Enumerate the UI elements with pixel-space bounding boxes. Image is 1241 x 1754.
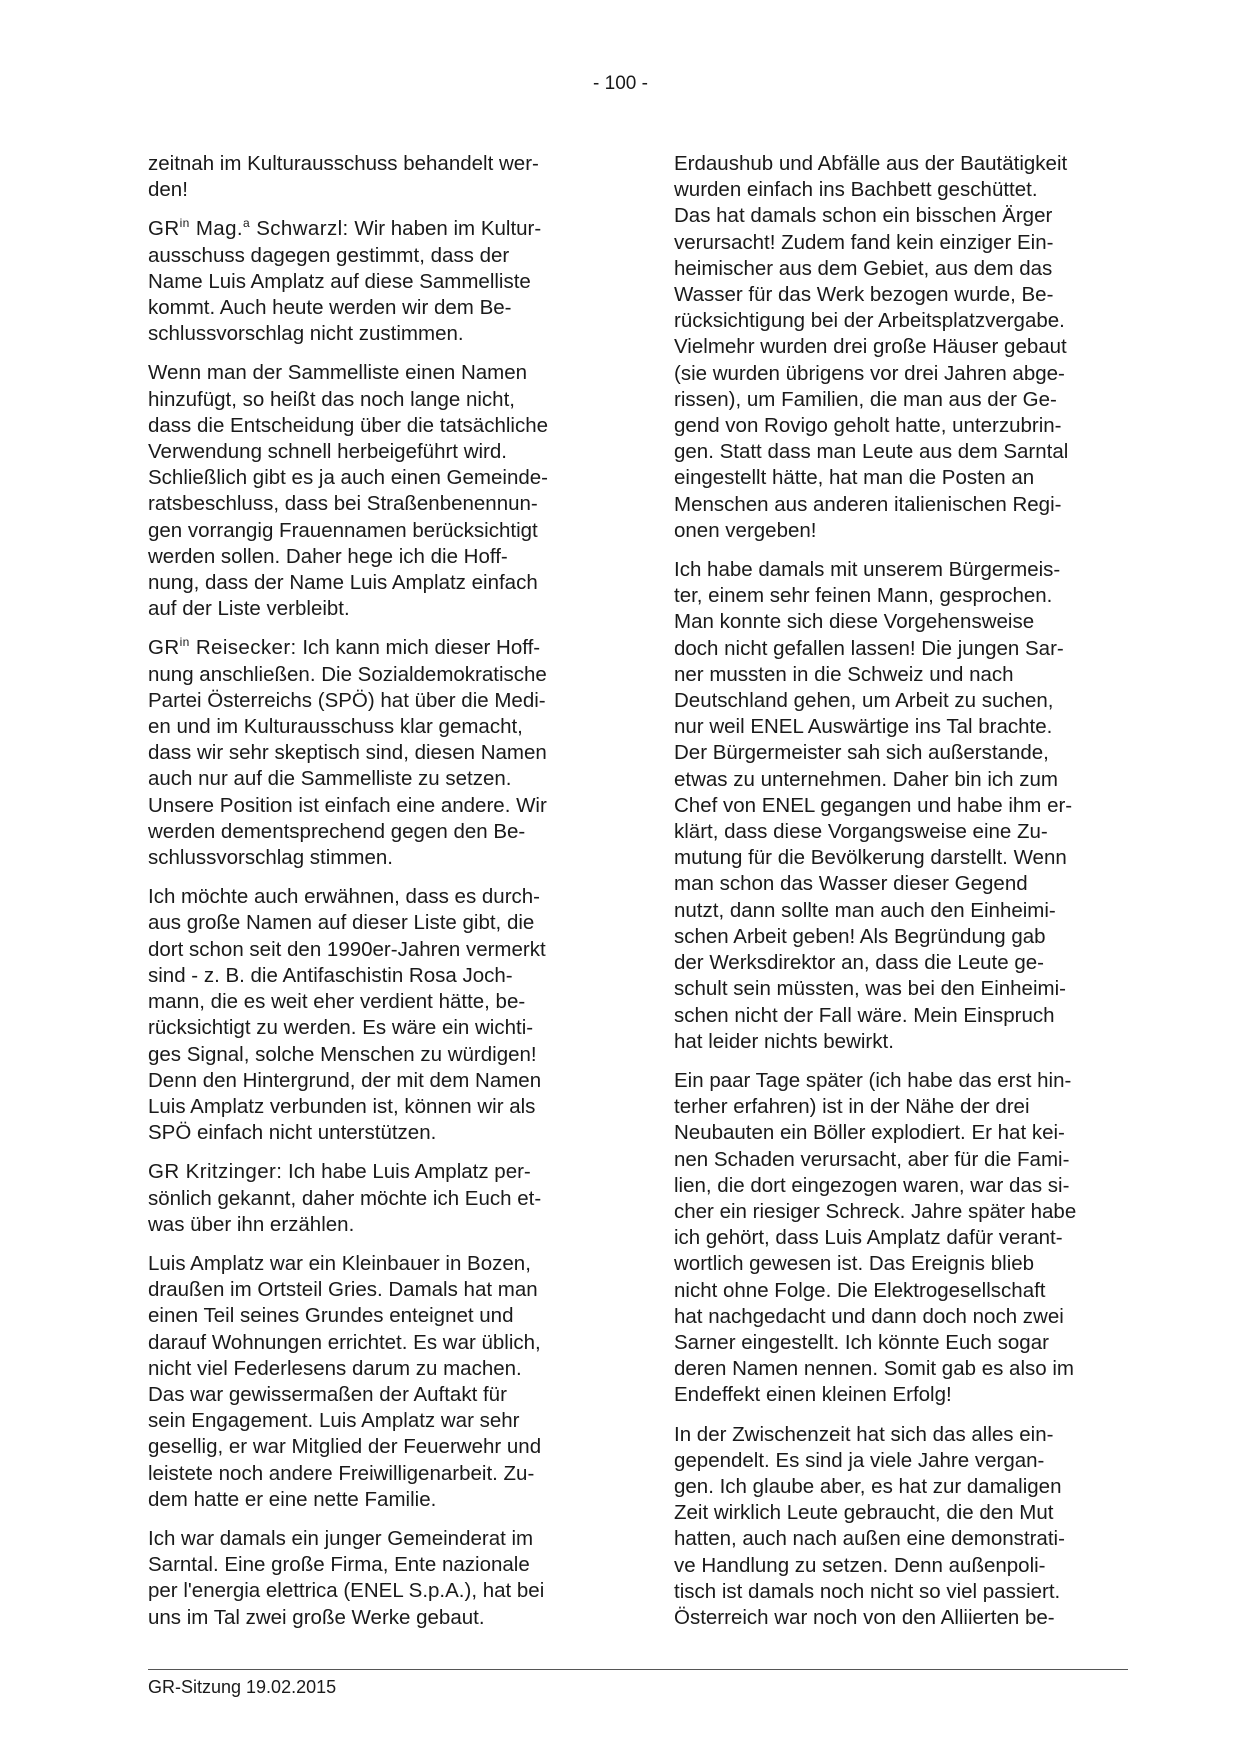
footer-divider bbox=[148, 1669, 1128, 1670]
text-line: Menschen aus anderen italienischen Regi- bbox=[674, 492, 1062, 516]
text-line: Name Luis Amplatz auf diese Sammelliste bbox=[148, 269, 531, 293]
text-line: der Werksdirektor an, dass die Leute ge- bbox=[674, 951, 1044, 975]
text-line: ner mussten in die Schweiz und nach bbox=[674, 662, 1014, 686]
speaker-role: GR bbox=[148, 217, 180, 241]
speaker-role-suffix: in bbox=[179, 635, 190, 650]
text-line: Ich möchte auch erwähnen, dass es durch- bbox=[148, 885, 540, 909]
speaker-paragraph bbox=[148, 635, 603, 871]
text-line: rissen), um Familien, die man aus der Ge- bbox=[674, 387, 1057, 411]
text-line: darauf Wohnungen errichtet. Es war üblich, bbox=[148, 1330, 541, 1354]
text-line: sönlich gekannt, daher möchte ich Euch et- bbox=[148, 1186, 542, 1210]
text-line: nen Schaden verursacht, aber für die Fami- bbox=[674, 1147, 1070, 1171]
text-line: leistete noch andere Freiwilligenarbeit. Zu- bbox=[148, 1461, 535, 1485]
text-line: den! bbox=[148, 178, 188, 202]
text-line: schlussvorschlag stimmen. bbox=[148, 846, 393, 870]
text-line: einen Teil seines Grundes enteignet und bbox=[148, 1304, 514, 1328]
paragraph bbox=[674, 151, 1129, 544]
text-line: gen. Ich glaube aber, es hat zur damaligen bbox=[674, 1474, 1062, 1498]
paragraph bbox=[148, 1526, 603, 1631]
text-line: gependelt. Es sind ja viele Jahre vergan- bbox=[674, 1448, 1045, 1472]
text-line: rücksichtigung bei der Arbeitsplatzvergabe. bbox=[674, 309, 1065, 333]
text-line: rücksichtigt zu werden. Es wäre ein wichti- bbox=[148, 1016, 534, 1040]
text-line: Sarntal. Eine große Firma, Ente nazionale bbox=[148, 1553, 530, 1577]
text-line: hat leider nichts bewirkt. bbox=[674, 1029, 894, 1053]
text-line: Das hat damals schon ein bisschen Ärger bbox=[674, 204, 1053, 228]
text-line: schlussvorschlag nicht zustimmen. bbox=[148, 322, 464, 346]
text-line: Endeffekt einen kleinen Erfolg! bbox=[674, 1383, 952, 1407]
text-line: Wenn man der Sammelliste einen Namen bbox=[148, 361, 528, 385]
text-line: Der Bürgermeister sah sich außerstande, bbox=[674, 741, 1049, 765]
text-line: Österreich war noch von den Alliierten be- bbox=[674, 1605, 1055, 1629]
paragraph bbox=[148, 151, 603, 203]
text-line: ges Signal, solche Menschen zu würdigen! bbox=[148, 1042, 537, 1066]
text-line: Zeit wirklich Leute gebraucht, die den Mut bbox=[674, 1501, 1054, 1525]
speech-text: Ich kann mich dieser Hoff- bbox=[302, 636, 541, 660]
text-line: hatten, auch nach außen eine demonstrati- bbox=[674, 1527, 1065, 1551]
speaker-paragraph bbox=[148, 216, 603, 347]
speech-text: Wir haben im Kultur- bbox=[354, 217, 542, 241]
text-line: Das war gewissermaßen der Auftakt für bbox=[148, 1382, 507, 1406]
text-line: Luis Amplatz war ein Kleinbauer in Bozen, bbox=[148, 1251, 531, 1275]
text-line: ich gehört, dass Luis Amplatz dafür verant- bbox=[674, 1226, 1063, 1250]
text-line: Neubauten ein Böller explodiert. Er hat kei- bbox=[674, 1121, 1065, 1145]
speaker-label bbox=[148, 636, 297, 659]
text-line: eingestellt hätte, hat man die Posten an bbox=[674, 466, 1035, 490]
text-line bbox=[148, 635, 603, 661]
speaker-role-suffix: in bbox=[179, 216, 190, 231]
text-line: gen vorrangig Frauennamen berücksichtigt bbox=[148, 518, 538, 542]
text-line: cher ein riesiger Schreck. Jahre später habe bbox=[674, 1199, 1077, 1223]
text-line bbox=[148, 1159, 603, 1185]
text-line: nutzt, dann sollte man auch den Einheimi- bbox=[674, 898, 1056, 922]
speaker-name: GR Kritzinger: bbox=[148, 1160, 283, 1184]
text-line: nur weil ENEL Auswärtige ins Tal brachte. bbox=[674, 715, 1053, 739]
text-line: Ein paar Tage später (ich habe das erst hin- bbox=[674, 1068, 1072, 1092]
text-line: Denn den Hintergrund, der mit dem Namen bbox=[148, 1068, 542, 1092]
text-line bbox=[148, 216, 603, 242]
text-line: Wasser für das Werk bezogen wurde, Be- bbox=[674, 283, 1054, 307]
speaker-title: Mag. bbox=[195, 217, 243, 241]
text-line: Deutschland gehen, um Arbeit zu suchen, bbox=[674, 689, 1054, 713]
text-line: lien, die dort eingezogen waren, war das si- bbox=[674, 1173, 1070, 1197]
text-line: gen. Statt dass man Leute aus dem Sarntal bbox=[674, 440, 1069, 464]
speaker-role: GR bbox=[148, 636, 180, 660]
text-line: hat nachgedacht und dann doch noch zwei bbox=[674, 1304, 1064, 1328]
text-line: Verwendung schnell herbeigeführt wird. bbox=[148, 440, 507, 464]
text-line: schen Arbeit geben! Als Begründung gab bbox=[674, 924, 1046, 948]
text-line: uns im Tal zwei große Werke gebaut. bbox=[148, 1605, 485, 1629]
text-line: was über ihn erzählen. bbox=[148, 1212, 355, 1236]
paragraph bbox=[674, 1068, 1129, 1409]
text-line: mutung für die Bevölkerung darstellt. Wenn bbox=[674, 846, 1067, 870]
text-line: nung anschließen. Die Sozialdemokratische bbox=[148, 662, 547, 686]
text-line: werden sollen. Daher hege ich die Hoff- bbox=[148, 544, 508, 568]
speaker-name: Schwarzl: bbox=[256, 217, 349, 241]
text-line: doch nicht gefallen lassen! Die jungen Sar- bbox=[674, 636, 1064, 660]
text-line: Chef von ENEL gegangen und habe ihm er- bbox=[674, 793, 1073, 817]
text-line: aus große Namen auf dieser Liste gibt, die bbox=[148, 911, 535, 935]
text-line: Partei Österreichs (SPÖ) hat über die Medi- bbox=[148, 688, 546, 712]
paragraph bbox=[148, 360, 603, 622]
text-line: SPÖ einfach nicht unterstützen. bbox=[148, 1121, 437, 1145]
text-line: heimischer aus dem Gebiet, aus dem das bbox=[674, 256, 1053, 280]
text-line: In der Zwischenzeit hat sich das alles ein- bbox=[674, 1422, 1054, 1446]
text-line: Erdaushub und Abfälle aus der Bautätigkeit bbox=[674, 152, 1068, 175]
text-line: Sarner eingestellt. Ich könnte Euch sogar bbox=[674, 1330, 1049, 1354]
left-column bbox=[148, 151, 603, 1644]
page-number: - 100 - bbox=[593, 73, 648, 94]
text-line: Ich war damals ein junger Gemeinderat im bbox=[148, 1526, 534, 1550]
text-line: ausschuss dagegen gestimmt, dass der bbox=[148, 243, 510, 267]
text-line: kommt. Auch heute werden wir dem Be- bbox=[148, 296, 512, 320]
text-line: nicht viel Federlesens darum zu machen. bbox=[148, 1356, 522, 1380]
text-line: sein Engagement. Luis Amplatz war sehr bbox=[148, 1409, 520, 1433]
text-line: ve Handlung zu setzen. Denn außenpoli- bbox=[674, 1553, 1046, 1577]
text-line: gesellig, er war Mitglied der Feuerwehr und bbox=[148, 1435, 542, 1459]
right-column bbox=[674, 151, 1129, 1644]
text-line: mann, die es weit eher verdient hätte, be- bbox=[148, 990, 526, 1014]
text-line: wortlich gewesen ist. Das Ereignis blieb bbox=[674, 1252, 1035, 1276]
text-line: tisch ist damals noch nicht so viel passiert. bbox=[674, 1579, 1061, 1603]
text-line: deren Namen nennen. Somit gab es also im bbox=[674, 1357, 1074, 1381]
text-line: onen vergeben! bbox=[674, 518, 817, 542]
text-line: wurden einfach ins Bachbett geschüttet. bbox=[674, 178, 1038, 202]
text-line: Unsere Position ist einfach eine andere. Wir bbox=[148, 793, 547, 817]
text-line: klärt, dass diese Vorgangsweise eine Zu- bbox=[674, 820, 1048, 844]
speaker-name: Reisecker: bbox=[195, 636, 297, 660]
text-line: etwas zu unternehmen. Daher bin ich zum bbox=[674, 767, 1059, 791]
text-line: nung, dass der Name Luis Amplatz einfach bbox=[148, 571, 538, 595]
text-line: verursacht! Zudem fand kein einziger Ein- bbox=[674, 230, 1054, 254]
text-line: zeitnah im Kulturausschuss behandelt wer- bbox=[148, 152, 539, 175]
text-line: ratsbeschluss, dass bei Straßenbenennun- bbox=[148, 492, 538, 516]
text-line: dass die Entscheidung über die tatsächliche bbox=[148, 413, 549, 437]
text-line: Ich habe damals mit unserem Bürgermeis- bbox=[674, 558, 1061, 582]
text-line: auf der Liste verbleibt. bbox=[148, 597, 350, 621]
text-line: en und im Kulturausschuss klar gemacht, bbox=[148, 715, 523, 739]
text-line: Man konnte sich diese Vorgehensweise bbox=[674, 610, 1035, 634]
text-line: dem hatte er eine nette Familie. bbox=[148, 1487, 437, 1511]
paragraph bbox=[148, 884, 603, 1146]
text-line: terher erfahren) ist in der Nähe der drei bbox=[674, 1095, 1030, 1119]
speaker-label bbox=[148, 217, 349, 240]
text-line: werden dementsprechend gegen den Be- bbox=[148, 819, 526, 843]
speaker-title-suffix: a bbox=[243, 216, 251, 231]
text-line: draußen im Ortsteil Gries. Damals hat man bbox=[148, 1278, 538, 1302]
text-line: Schließlich gibt es ja auch einen Gemeinde- bbox=[148, 466, 548, 490]
paragraph bbox=[674, 1422, 1129, 1632]
speaker-paragraph bbox=[148, 1159, 603, 1238]
text-line: schen nicht der Fall wäre. Mein Einspruch bbox=[674, 1003, 1055, 1027]
text-line: schult sein müssten, was bei den Einheimi- bbox=[674, 977, 1066, 1001]
text-line: man schon das Wasser dieser Gegend bbox=[674, 872, 1028, 896]
text-line: (sie wurden übrigens vor drei Jahren abge- bbox=[674, 361, 1065, 385]
text-line: Luis Amplatz verbunden ist, können wir als bbox=[148, 1094, 536, 1118]
text-line: per l'energia elettrica (ENEL S.p.A.), hat bei bbox=[148, 1579, 545, 1603]
text-line: dass wir sehr skeptisch sind, diesen Namen bbox=[148, 741, 547, 765]
text-line: dort schon seit den 1990er-Jahren vermerkt bbox=[148, 937, 546, 961]
speech-text: Ich habe Luis Amplatz per- bbox=[288, 1160, 531, 1184]
text-line: Vielmehr wurden drei große Häuser gebaut bbox=[674, 335, 1067, 359]
paragraph bbox=[674, 557, 1129, 1055]
text-line: ter, einem sehr feinen Mann, gesprochen. bbox=[674, 584, 1053, 608]
text-line: nicht ohne Folge. Die Elektrogesellschaft bbox=[674, 1278, 1046, 1302]
footer-session-label: GR-Sitzung 19.02.2015 bbox=[148, 1677, 337, 1697]
paragraph bbox=[148, 1251, 603, 1513]
text-line: auch nur auf die Sammelliste zu setzen. bbox=[148, 767, 512, 791]
text-line: sind - z. B. die Antifaschistin Rosa Joch- bbox=[148, 963, 513, 987]
text-line: gend von Rovigo geholt hatte, unterzubrin- bbox=[674, 414, 1062, 438]
text-line: hinzufügt, so heißt das noch lange nicht, bbox=[148, 387, 515, 411]
